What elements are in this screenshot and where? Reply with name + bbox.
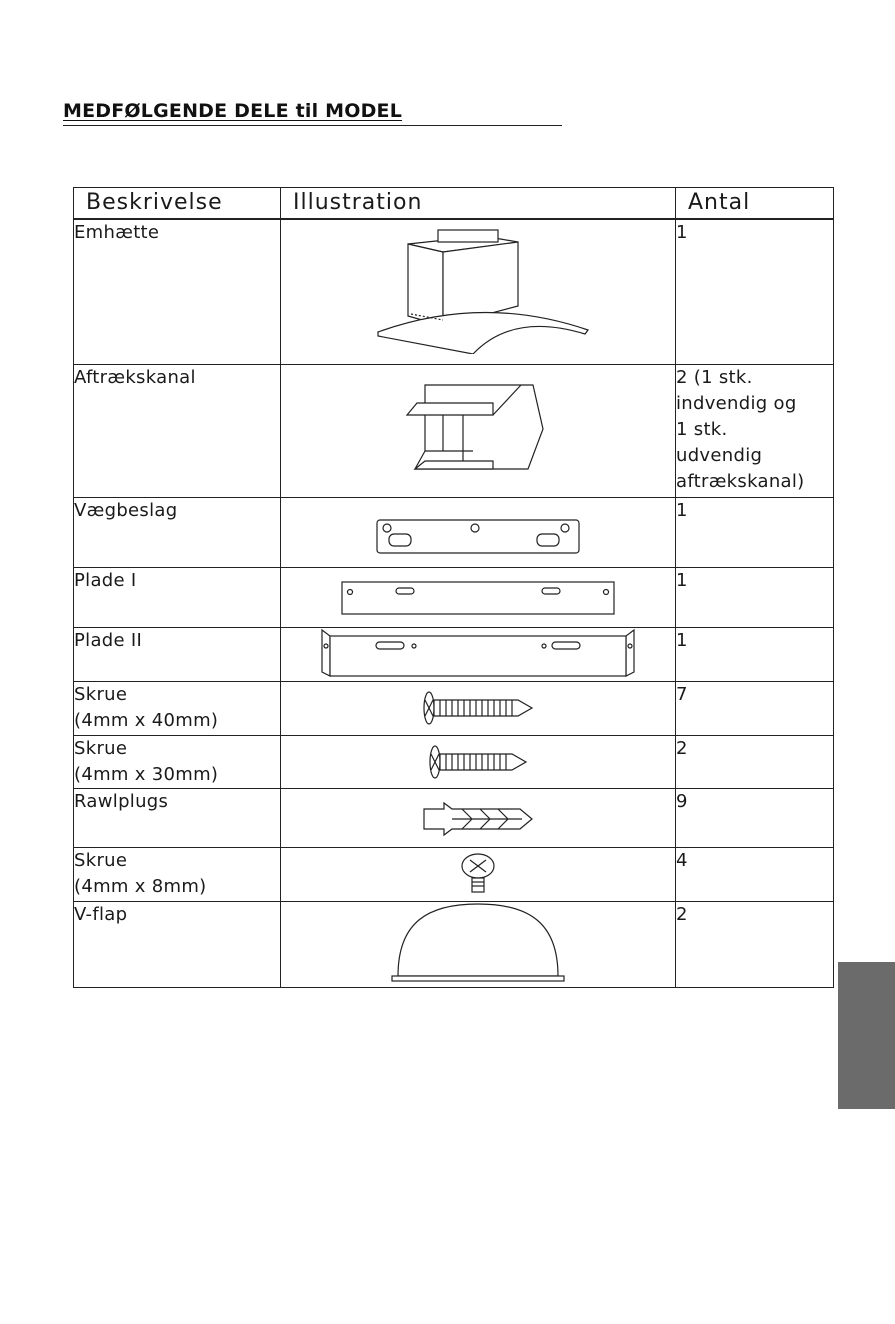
rawlplug-icon (422, 799, 534, 839)
exhaust-duct-icon (403, 381, 553, 481)
screw-30mm-icon (428, 742, 528, 782)
row-quantity: 2 (1 stk. indvendig og 1 stk. udvendig aftrækskanal) (676, 364, 834, 497)
table-row (74, 735, 834, 788)
side-tab (838, 962, 895, 1109)
row-illustration (281, 788, 676, 847)
row-description: Rawlplugs (74, 788, 281, 847)
header-description: Beskrivelse (74, 188, 281, 220)
table-row (74, 901, 834, 987)
row-illustration (281, 627, 676, 681)
row-description: Skrue (4mm x 40mm) (74, 681, 281, 735)
row-illustration (281, 735, 676, 788)
table-row (74, 788, 834, 847)
plate-1-icon (340, 578, 616, 618)
cooker-hood-icon (363, 224, 593, 354)
table-row (74, 497, 834, 567)
header-quantity: Antal (676, 188, 834, 220)
page-heading: MEDFØLGENDE DELE til MODEL (63, 100, 403, 122)
wall-bracket-icon (375, 518, 581, 558)
row-quantity: 2 (676, 901, 834, 987)
screw-40mm-icon (422, 688, 534, 728)
plate-2-icon (318, 628, 638, 678)
table-row (74, 847, 834, 901)
row-illustration (281, 567, 676, 627)
row-quantity: 9 (676, 788, 834, 847)
header-illustration: Illustration (281, 188, 676, 220)
table-row (74, 681, 834, 735)
row-quantity: 2 (676, 735, 834, 788)
row-quantity: 1 (676, 567, 834, 627)
heading-rule (63, 125, 562, 126)
row-description: Vægbeslag (74, 497, 281, 567)
row-quantity: 1 (676, 497, 834, 567)
row-quantity: 4 (676, 847, 834, 901)
parts-table (73, 187, 834, 988)
row-illustration (281, 219, 676, 364)
row-description: Plade I (74, 567, 281, 627)
row-quantity: 7 (676, 681, 834, 735)
row-illustration (281, 681, 676, 735)
row-quantity: 1 (676, 219, 834, 364)
table-row (74, 219, 834, 364)
row-description: Aftrækskanal (74, 364, 281, 497)
row-description: Skrue (4mm x 30mm) (74, 735, 281, 788)
row-illustration (281, 497, 676, 567)
row-description: Emhætte (74, 219, 281, 364)
screw-8mm-icon (458, 852, 498, 896)
row-description: Skrue (4mm x 8mm) (74, 847, 281, 901)
v-flap-icon (388, 902, 568, 986)
row-illustration (281, 364, 676, 497)
row-illustration (281, 901, 676, 987)
table-row (74, 364, 834, 497)
row-illustration (281, 847, 676, 901)
row-description: Plade II (74, 627, 281, 681)
table-header-row (74, 188, 834, 220)
row-quantity: 1 (676, 627, 834, 681)
table-row (74, 627, 834, 681)
row-description: V-flap (74, 901, 281, 987)
table-row (74, 567, 834, 627)
